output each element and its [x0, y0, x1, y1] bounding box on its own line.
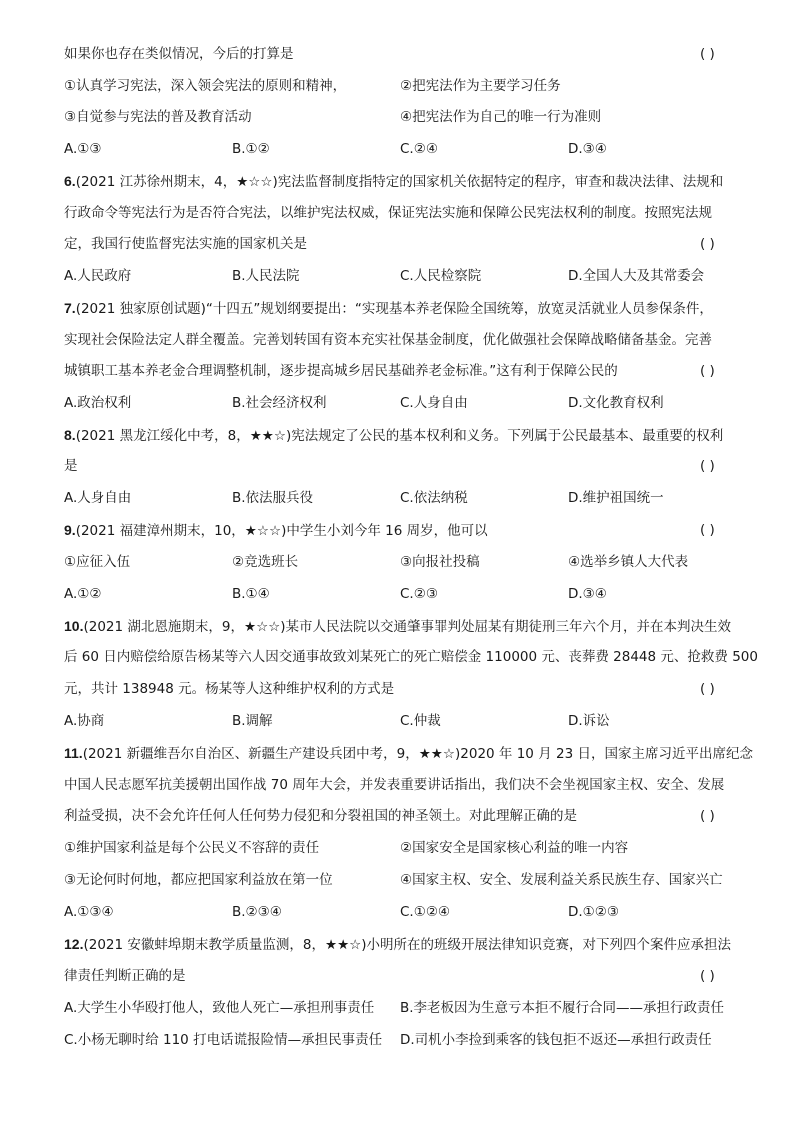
question-text: 实现社会保险法定人群全覆盖。完善划转国有资本充实社保基金制度，优化做强社会保障战略储备基金。完善 — [64, 332, 712, 348]
question-8-choices — [64, 488, 740, 508]
option-statement: ③自觉参与宪法的普及教育活动 — [64, 109, 252, 125]
answer-bracket: ( ) — [700, 968, 715, 984]
choice-c: C.②③ — [400, 586, 438, 602]
question-text: (2021 江苏徐州期末，4，★☆☆)宪法监督制度指特定的国家机关依据特定的程序，审查和裁决法律、法规和 — [75, 174, 724, 190]
option-statement: ②国家安全是国家核心利益的唯一内容 — [400, 840, 629, 856]
question-text: 律责任判断正确的是 — [64, 968, 186, 984]
choice-a: A.大学生小华殴打他人，致他人死亡—承担刑事责任 — [64, 1000, 375, 1016]
option-statement: ④国家主权、安全、发展利益关系民族生存、国家兴亡 — [400, 872, 723, 888]
choice-c: C.②④ — [400, 141, 438, 157]
choice-b: B.①④ — [232, 586, 270, 602]
choice-d: D.维护祖国统一 — [568, 490, 664, 506]
choice-d: D.①②③ — [568, 904, 619, 920]
intro-options-row2 — [64, 107, 740, 127]
question-9-options — [64, 552, 740, 572]
option-statement: ①认真学习宪法，深入领会宪法的原则和精神， — [64, 78, 347, 94]
question-12 — [64, 934, 740, 955]
option-statement: ②把宪法作为主要学习任务 — [400, 78, 561, 94]
question-number: 8. — [64, 427, 76, 443]
choice-d: D.文化教育权利 — [568, 395, 664, 411]
question-text: 元，共计 138948 元。杨某等人这种维护权利的方式是 — [64, 681, 395, 697]
option-statement: ④选举乡镇人大代表 — [568, 554, 689, 570]
choice-d: D.全国人大及其常委会 — [568, 268, 705, 284]
question-number: 12. — [64, 936, 84, 952]
question-text: (2021 新疆维吾尔自治区、新疆生产建设兵团中考，9，★★☆)2020 年 10 月 23 日，国家主席习近平出席纪念 — [82, 746, 753, 762]
option-statement: ①应征入伍 — [64, 554, 131, 570]
question-8 — [64, 425, 740, 446]
question-text: 如果你也存在类似情况，今后的打算是 — [64, 46, 294, 62]
question-text: (2021 湖北恩施期末，9，★☆☆)某市人民法院以交通肇事罪判处屈某有期徒刑三年六个月，并在本判决生效 — [83, 619, 732, 635]
question-6 — [64, 171, 740, 192]
question-text: 城镇职工基本养老金合理调整机制，逐步提高城乡居民基础养老金标准。”这有利于保障公民的 — [64, 363, 618, 379]
question-text: (2021 安徽蚌埠期末教学质量监测，8，★★☆)小明所在的班级开展法律知识竞赛，对下列四个案件应承担法 — [83, 937, 732, 953]
choice-b: B.李老板因为生意亏本拒不履行合同——承担行政责任 — [400, 1000, 725, 1016]
choice-c: C.仲裁 — [400, 713, 441, 729]
question-7-line2 — [64, 330, 740, 350]
question-text: 中国人民志愿军抗美援朝出国作战 70 周年大会，并发表重要讲话指出，我们决不会坐视国家主权、安全、发展 — [64, 777, 725, 793]
answer-bracket: ( ) — [700, 236, 715, 252]
choice-a: A.①③ — [64, 141, 102, 157]
choice-a: A.人身自由 — [64, 490, 132, 506]
question-10 — [64, 616, 740, 637]
answer-bracket: ( ) — [700, 681, 715, 697]
choice-d: D.③④ — [568, 586, 607, 602]
question-text: (2021 福建漳州期末，10，★☆☆)中学生小刘今年 16 周岁，他可以 — [75, 523, 488, 539]
option-statement: ③向报社投稿 — [400, 554, 480, 570]
choice-a: A.①② — [64, 586, 102, 602]
question-text: 后 60 日内赔偿给原告杨某等六人因交通事故致刘某死亡的死亡赔偿金 110000 元、丧葬费 28448 元、抢救费 500 — [64, 649, 758, 665]
choice-d: D.诉讼 — [568, 713, 610, 729]
question-7-line3 — [64, 361, 740, 381]
choice-a: A.政治权利 — [64, 395, 132, 411]
answer-bracket: ( ) — [700, 522, 715, 538]
question-6-line3 — [64, 234, 740, 254]
question-9 — [64, 520, 740, 541]
intro-options-row1 — [64, 76, 740, 96]
question-text: 是 — [64, 458, 78, 474]
question-7-choices — [64, 393, 740, 413]
question-text: (2021 黑龙江绥化中考，8，★★☆)宪法规定了公民的基本权利和义务。下列属于公民最基本、最重要的权利 — [75, 428, 724, 444]
choice-d: D.③④ — [568, 141, 607, 157]
option-statement: ②竞选班长 — [232, 554, 299, 570]
question-11-options-row2 — [64, 870, 740, 890]
question-11-options-row1 — [64, 838, 740, 858]
question-7 — [64, 298, 740, 319]
choice-c: C.人民检察院 — [400, 268, 482, 284]
question-10-line2 — [64, 647, 758, 667]
choice-c: C.小杨无聊时给 110 打电话谎报险情—承担民事责任 — [64, 1032, 383, 1048]
choice-b: B.依法服兵役 — [232, 490, 314, 506]
choice-c: C.依法纳税 — [400, 490, 468, 506]
choice-c: C.人身自由 — [400, 395, 468, 411]
question-text: 定，我国行使监督宪法实施的国家机关是 — [64, 236, 307, 252]
question-number: 11. — [64, 745, 83, 761]
question-12-options-row1 — [64, 998, 740, 1018]
question-12-options-row2 — [64, 1030, 740, 1050]
choice-b: B.社会经济权利 — [232, 395, 327, 411]
intro-stem — [64, 44, 740, 64]
choice-a: A.人民政府 — [64, 268, 132, 284]
option-statement: ①维护国家利益是每个公民义不容辞的责任 — [64, 840, 320, 856]
question-text: 利益受损，决不会允许任何人任何势力侵犯和分裂祖国的神圣领土。对此理解正确的是 — [64, 808, 577, 824]
choice-b: B.调解 — [232, 713, 273, 729]
option-statement: ④把宪法作为自己的唯一行为准则 — [400, 109, 602, 125]
question-number: 7. — [64, 300, 76, 316]
question-text: (2021 独家原创试题)“十四五”规划纲要提出：“实现基本养老保险全国统筹，放宽灵活就业人员参保条件， — [75, 301, 713, 317]
question-12-line2 — [64, 966, 740, 986]
question-11-choices — [64, 902, 740, 922]
question-11 — [64, 743, 753, 764]
choice-a: A.①③④ — [64, 904, 114, 920]
choice-a: A.协商 — [64, 713, 105, 729]
choice-c: C.①②④ — [400, 904, 451, 920]
answer-bracket: ( ) — [700, 458, 715, 474]
answer-bracket: ( ) — [700, 46, 715, 62]
question-11-line2 — [64, 775, 740, 795]
question-6-line2 — [64, 203, 740, 223]
choice-d: D.司机小李捡到乘客的钱包拒不返还—承担行政责任 — [400, 1032, 712, 1048]
question-8-line2 — [64, 456, 740, 476]
intro-choices — [64, 139, 740, 159]
question-10-choices — [64, 711, 740, 731]
choice-b: B.②③④ — [232, 904, 282, 920]
question-number: 9. — [64, 522, 76, 538]
answer-bracket: ( ) — [700, 808, 715, 824]
question-9-choices — [64, 584, 740, 604]
question-10-line3 — [64, 679, 740, 699]
answer-bracket: ( ) — [700, 363, 715, 379]
question-11-line3 — [64, 806, 740, 826]
question-text: 行政命令等宪法行为是否符合宪法，以维护宪法权威，保证宪法实施和保障公民宪法权利的制度。按照宪法规 — [64, 205, 712, 221]
choice-b: B.①② — [232, 141, 270, 157]
question-6-choices — [64, 266, 740, 286]
option-statement: ③无论何时何地，都应把国家利益放在第一位 — [64, 872, 333, 888]
question-number: 6. — [64, 173, 76, 189]
question-number: 10. — [64, 618, 84, 634]
choice-b: B.人民法院 — [232, 268, 300, 284]
